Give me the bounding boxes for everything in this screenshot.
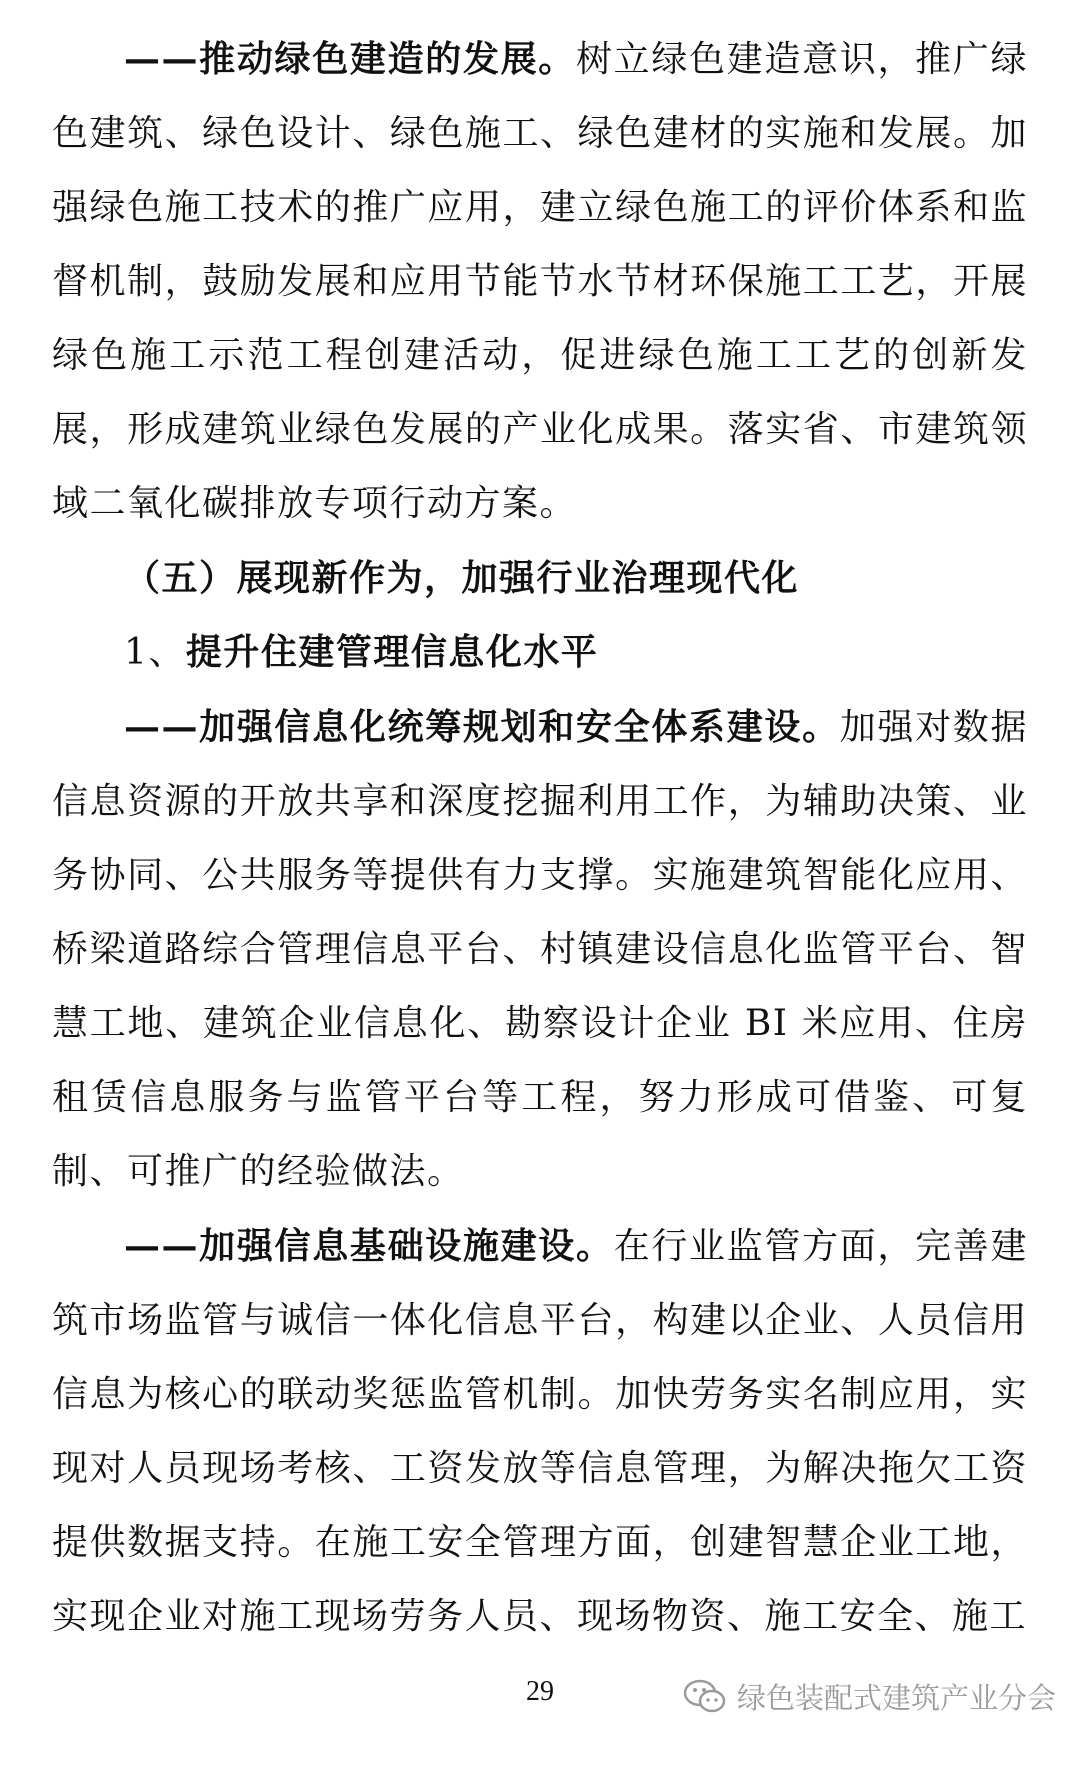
paragraph-lead: ——推动绿色建造的发展。 bbox=[124, 38, 576, 80]
subsection-number: 1、 bbox=[124, 632, 186, 673]
wechat-icon bbox=[683, 1679, 727, 1715]
paragraph-body: 加强对数据信息资源的开放共享和深度挖掘利用工作，为辅助决策、业务协同、公共服务等提供有力支撑。实施建筑智能化应用、桥梁道路综合管理信息平台、村镇建设信息化监管平台、智慧工地、建筑企业信息化、勘察设计企业 BI 米应用、住房租赁信息服务与监管平台等工程，努力形成可借鉴、可复制、可推广的经验做法。 bbox=[52, 707, 1028, 1192]
paragraph-lead: ——加强信息基础设施建设。 bbox=[124, 1225, 614, 1267]
section-heading: （五）展现新作为，加强行业治理现代化 bbox=[124, 557, 800, 599]
source-watermark bbox=[683, 1676, 1056, 1717]
paragraph-body: 树立绿色建造意识，推广绿色建筑、绿色设计、绿色施工、绿色建材的实施和发展。加强绿色施工技术的推广应用，建立绿色施工的评价体系和监督机制，鼓励发展和应用节能节水节材环保施工工艺，开展绿色施工示范工程创建活动，促进绿色施工工艺的创新发展，形成建筑业绿色发展的产业化成果。落实省、市建筑领域二氧化碳排放专项行动方案。 bbox=[52, 39, 1028, 524]
paragraph-infrastructure bbox=[52, 1209, 1028, 1654]
subsection-heading bbox=[52, 615, 1028, 690]
paragraph-informatization-planning bbox=[52, 690, 1028, 1209]
subsection-title: 提升住建管理信息化水平 bbox=[185, 631, 599, 673]
paragraph-body: 在行业监管方面，完善建筑市场监管与诚信一体化信息平台，构建以企业、人员信用信息为核心的联动奖惩监管机制。加快劳务实名制应用，实现对人员现场考核、工资发放等信息管理，为解决拖欠工资提供数据支持。在施工安全管理方面，创建智慧企业工地，实现企业对施工现场劳务人员、现场物资、施工安全、施工 bbox=[52, 1226, 1028, 1637]
paragraph-green-construction bbox=[52, 22, 1028, 541]
document-body bbox=[52, 22, 1028, 1654]
page-number: 29 bbox=[526, 1676, 554, 1707]
watermark-text: 绿色装配式建筑产业分会 bbox=[736, 1681, 1056, 1715]
paragraph-lead: ——加强信息化统筹规划和安全体系建设。 bbox=[124, 706, 840, 748]
